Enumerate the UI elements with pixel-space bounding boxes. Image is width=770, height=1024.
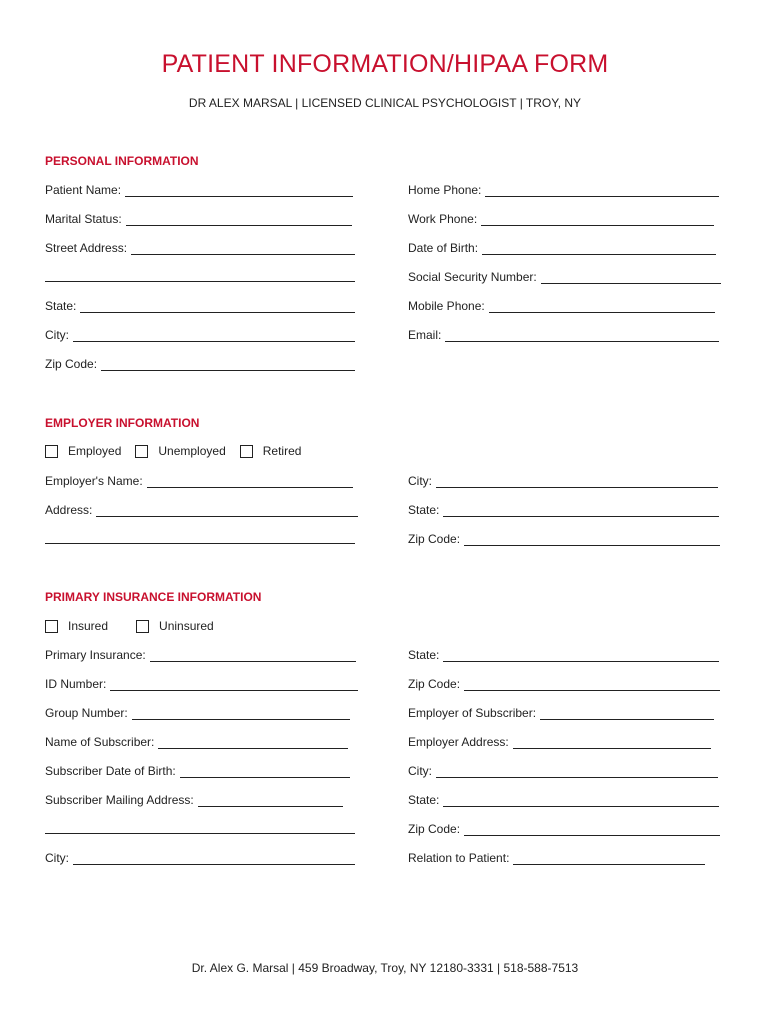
relation-to-patient-field[interactable] xyxy=(408,851,705,865)
option-insured[interactable] xyxy=(45,619,108,633)
fill-line[interactable] xyxy=(482,243,716,255)
employer-address-field[interactable] xyxy=(45,503,358,517)
field-label: Home Phone: xyxy=(408,183,482,197)
id-number-field[interactable] xyxy=(45,677,358,691)
fill-line[interactable] xyxy=(147,476,353,488)
field-label: ID Number: xyxy=(45,677,107,691)
fill-line[interactable] xyxy=(513,853,705,865)
field-label: City: xyxy=(408,474,432,488)
field-label: Employer Address: xyxy=(408,735,509,749)
section-heading-personal: PERSONAL INFORMATION xyxy=(45,154,199,168)
fill-line[interactable] xyxy=(443,505,719,517)
subscriber-employer-state-field[interactable] xyxy=(408,793,719,807)
fill-line[interactable] xyxy=(125,185,353,197)
email-field[interactable] xyxy=(408,328,719,342)
option-uninsured[interactable] xyxy=(136,619,214,633)
subscriber-city-field[interactable] xyxy=(45,851,355,865)
field-label: City: xyxy=(45,328,69,342)
option-label: Retired xyxy=(262,444,302,458)
subscriber-mailing-line-2[interactable] xyxy=(45,822,355,834)
option-label: Unemployed xyxy=(158,444,226,458)
field-label: City: xyxy=(408,764,432,778)
form-title: PATIENT INFORMATION/HIPAA FORM xyxy=(161,50,609,78)
checkbox-icon[interactable] xyxy=(45,445,58,458)
fill-line[interactable] xyxy=(158,737,348,749)
field-label: Social Security Number: xyxy=(408,270,537,284)
fill-line[interactable] xyxy=(436,476,718,488)
field-label: State: xyxy=(408,648,440,662)
fill-line[interactable] xyxy=(540,708,714,720)
field-label: Primary Insurance: xyxy=(45,648,146,662)
form-subtitle: DR ALEX MARSAL | LICENSED CLINICAL PSYCHOLOGIST | TROY, NY xyxy=(188,96,582,110)
fill-line[interactable] xyxy=(110,679,358,691)
field-label: State: xyxy=(408,793,440,807)
street-address-line-2[interactable] xyxy=(45,270,355,282)
employer-of-subscriber-field[interactable] xyxy=(408,706,714,720)
fill-line[interactable] xyxy=(464,679,720,691)
employer-address-line-2[interactable] xyxy=(45,532,355,544)
fill-line[interactable] xyxy=(445,330,719,342)
fill-line[interactable] xyxy=(80,301,355,313)
subscriber-dob-field[interactable] xyxy=(45,764,350,778)
option-label: Insured xyxy=(68,619,109,633)
subscriber-employer-zip-field[interactable] xyxy=(408,822,720,836)
field-label: Marital Status: xyxy=(45,212,122,226)
fill-line[interactable] xyxy=(73,853,355,865)
checkbox-icon[interactable] xyxy=(240,445,253,458)
field-label: Zip Code: xyxy=(408,677,461,691)
subscriber-employer-city-field[interactable] xyxy=(408,764,718,778)
field-label: Zip Code: xyxy=(408,532,461,546)
ssn-field[interactable] xyxy=(408,270,721,284)
fill-line[interactable] xyxy=(131,243,355,255)
subscriber-mailing-field[interactable] xyxy=(45,793,343,807)
employer-zip-field[interactable] xyxy=(408,532,720,546)
fill-line[interactable] xyxy=(464,824,720,836)
field-label: Date of Birth: xyxy=(408,241,479,255)
insurance-status-options xyxy=(45,619,228,633)
employment-status-options xyxy=(45,444,315,458)
fill-line[interactable] xyxy=(198,795,343,807)
street-address-field[interactable] xyxy=(45,241,355,255)
option-label: Uninsured xyxy=(159,619,214,633)
field-label: Relation to Patient: xyxy=(408,851,510,865)
fill-line[interactable] xyxy=(132,708,350,720)
field-label: Address: xyxy=(45,503,93,517)
fill-line[interactable] xyxy=(541,272,721,284)
fill-line[interactable] xyxy=(489,301,715,313)
patient-name-field[interactable] xyxy=(45,183,353,197)
fill-line[interactable] xyxy=(481,214,714,226)
section-heading-employer: EMPLOYER INFORMATION xyxy=(45,416,200,430)
fill-line[interactable] xyxy=(96,505,358,517)
section-heading-insurance: PRIMARY INSURANCE INFORMATION xyxy=(45,590,262,604)
field-label: Street Address: xyxy=(45,241,128,255)
fill-line[interactable] xyxy=(101,359,355,371)
checkbox-icon[interactable] xyxy=(45,620,58,633)
checkbox-icon[interactable] xyxy=(135,445,148,458)
fill-line[interactable] xyxy=(45,532,355,544)
field-label: Group Number: xyxy=(45,706,128,720)
field-label: Subscriber Date of Birth: xyxy=(45,764,176,778)
field-label: State: xyxy=(408,503,440,517)
fill-line[interactable] xyxy=(180,766,350,778)
fill-line[interactable] xyxy=(150,650,356,662)
field-label: Zip Code: xyxy=(408,822,461,836)
footer-contact: Dr. Alex G. Marsal | 459 Broadway, Troy, NY 12180-3331 | 518-588-7513 xyxy=(191,961,579,975)
primary-insurance-field[interactable] xyxy=(45,648,356,662)
employer-city-field[interactable] xyxy=(408,474,718,488)
group-number-field[interactable] xyxy=(45,706,350,720)
field-label: Patient Name: xyxy=(45,183,122,197)
fill-line[interactable] xyxy=(73,330,355,342)
fill-line[interactable] xyxy=(464,534,720,546)
option-label: Employed xyxy=(68,444,122,458)
field-label: Subscriber Mailing Address: xyxy=(45,793,194,807)
fill-line[interactable] xyxy=(45,270,355,282)
insurance-zip-field[interactable] xyxy=(408,677,720,691)
fill-line[interactable] xyxy=(485,185,719,197)
zip-code-field[interactable] xyxy=(45,357,355,371)
fill-line[interactable] xyxy=(126,214,352,226)
fill-line[interactable] xyxy=(513,737,711,749)
fill-line[interactable] xyxy=(436,766,718,778)
field-label: Email: xyxy=(408,328,442,342)
fill-line[interactable] xyxy=(45,822,355,834)
mobile-phone-field[interactable] xyxy=(408,299,715,313)
field-label: State: xyxy=(45,299,77,313)
fill-line[interactable] xyxy=(443,795,719,807)
home-phone-field[interactable] xyxy=(408,183,719,197)
option-employed[interactable] xyxy=(45,444,121,458)
field-label: City: xyxy=(45,851,69,865)
city-field[interactable] xyxy=(45,328,355,342)
field-label: Employer's Name: xyxy=(45,474,143,488)
option-unemployed[interactable] xyxy=(135,444,225,458)
option-retired[interactable] xyxy=(240,444,302,458)
employer-state-field[interactable] xyxy=(408,503,719,517)
insurance-state-field[interactable] xyxy=(408,648,719,662)
checkbox-icon[interactable] xyxy=(136,620,149,633)
work-phone-field[interactable] xyxy=(408,212,714,226)
state-field[interactable] xyxy=(45,299,355,313)
field-label: Name of Subscriber: xyxy=(45,735,155,749)
employer-name-field[interactable] xyxy=(45,474,353,488)
field-label: Employer of Subscriber: xyxy=(408,706,537,720)
field-label: Work Phone: xyxy=(408,212,478,226)
field-label: Zip Code: xyxy=(45,357,98,371)
fill-line[interactable] xyxy=(443,650,719,662)
subscriber-name-field[interactable] xyxy=(45,735,348,749)
marital-status-field[interactable] xyxy=(45,212,352,226)
field-label: Mobile Phone: xyxy=(408,299,485,313)
employer-address-field-subscriber[interactable] xyxy=(408,735,711,749)
date-of-birth-field[interactable] xyxy=(408,241,716,255)
